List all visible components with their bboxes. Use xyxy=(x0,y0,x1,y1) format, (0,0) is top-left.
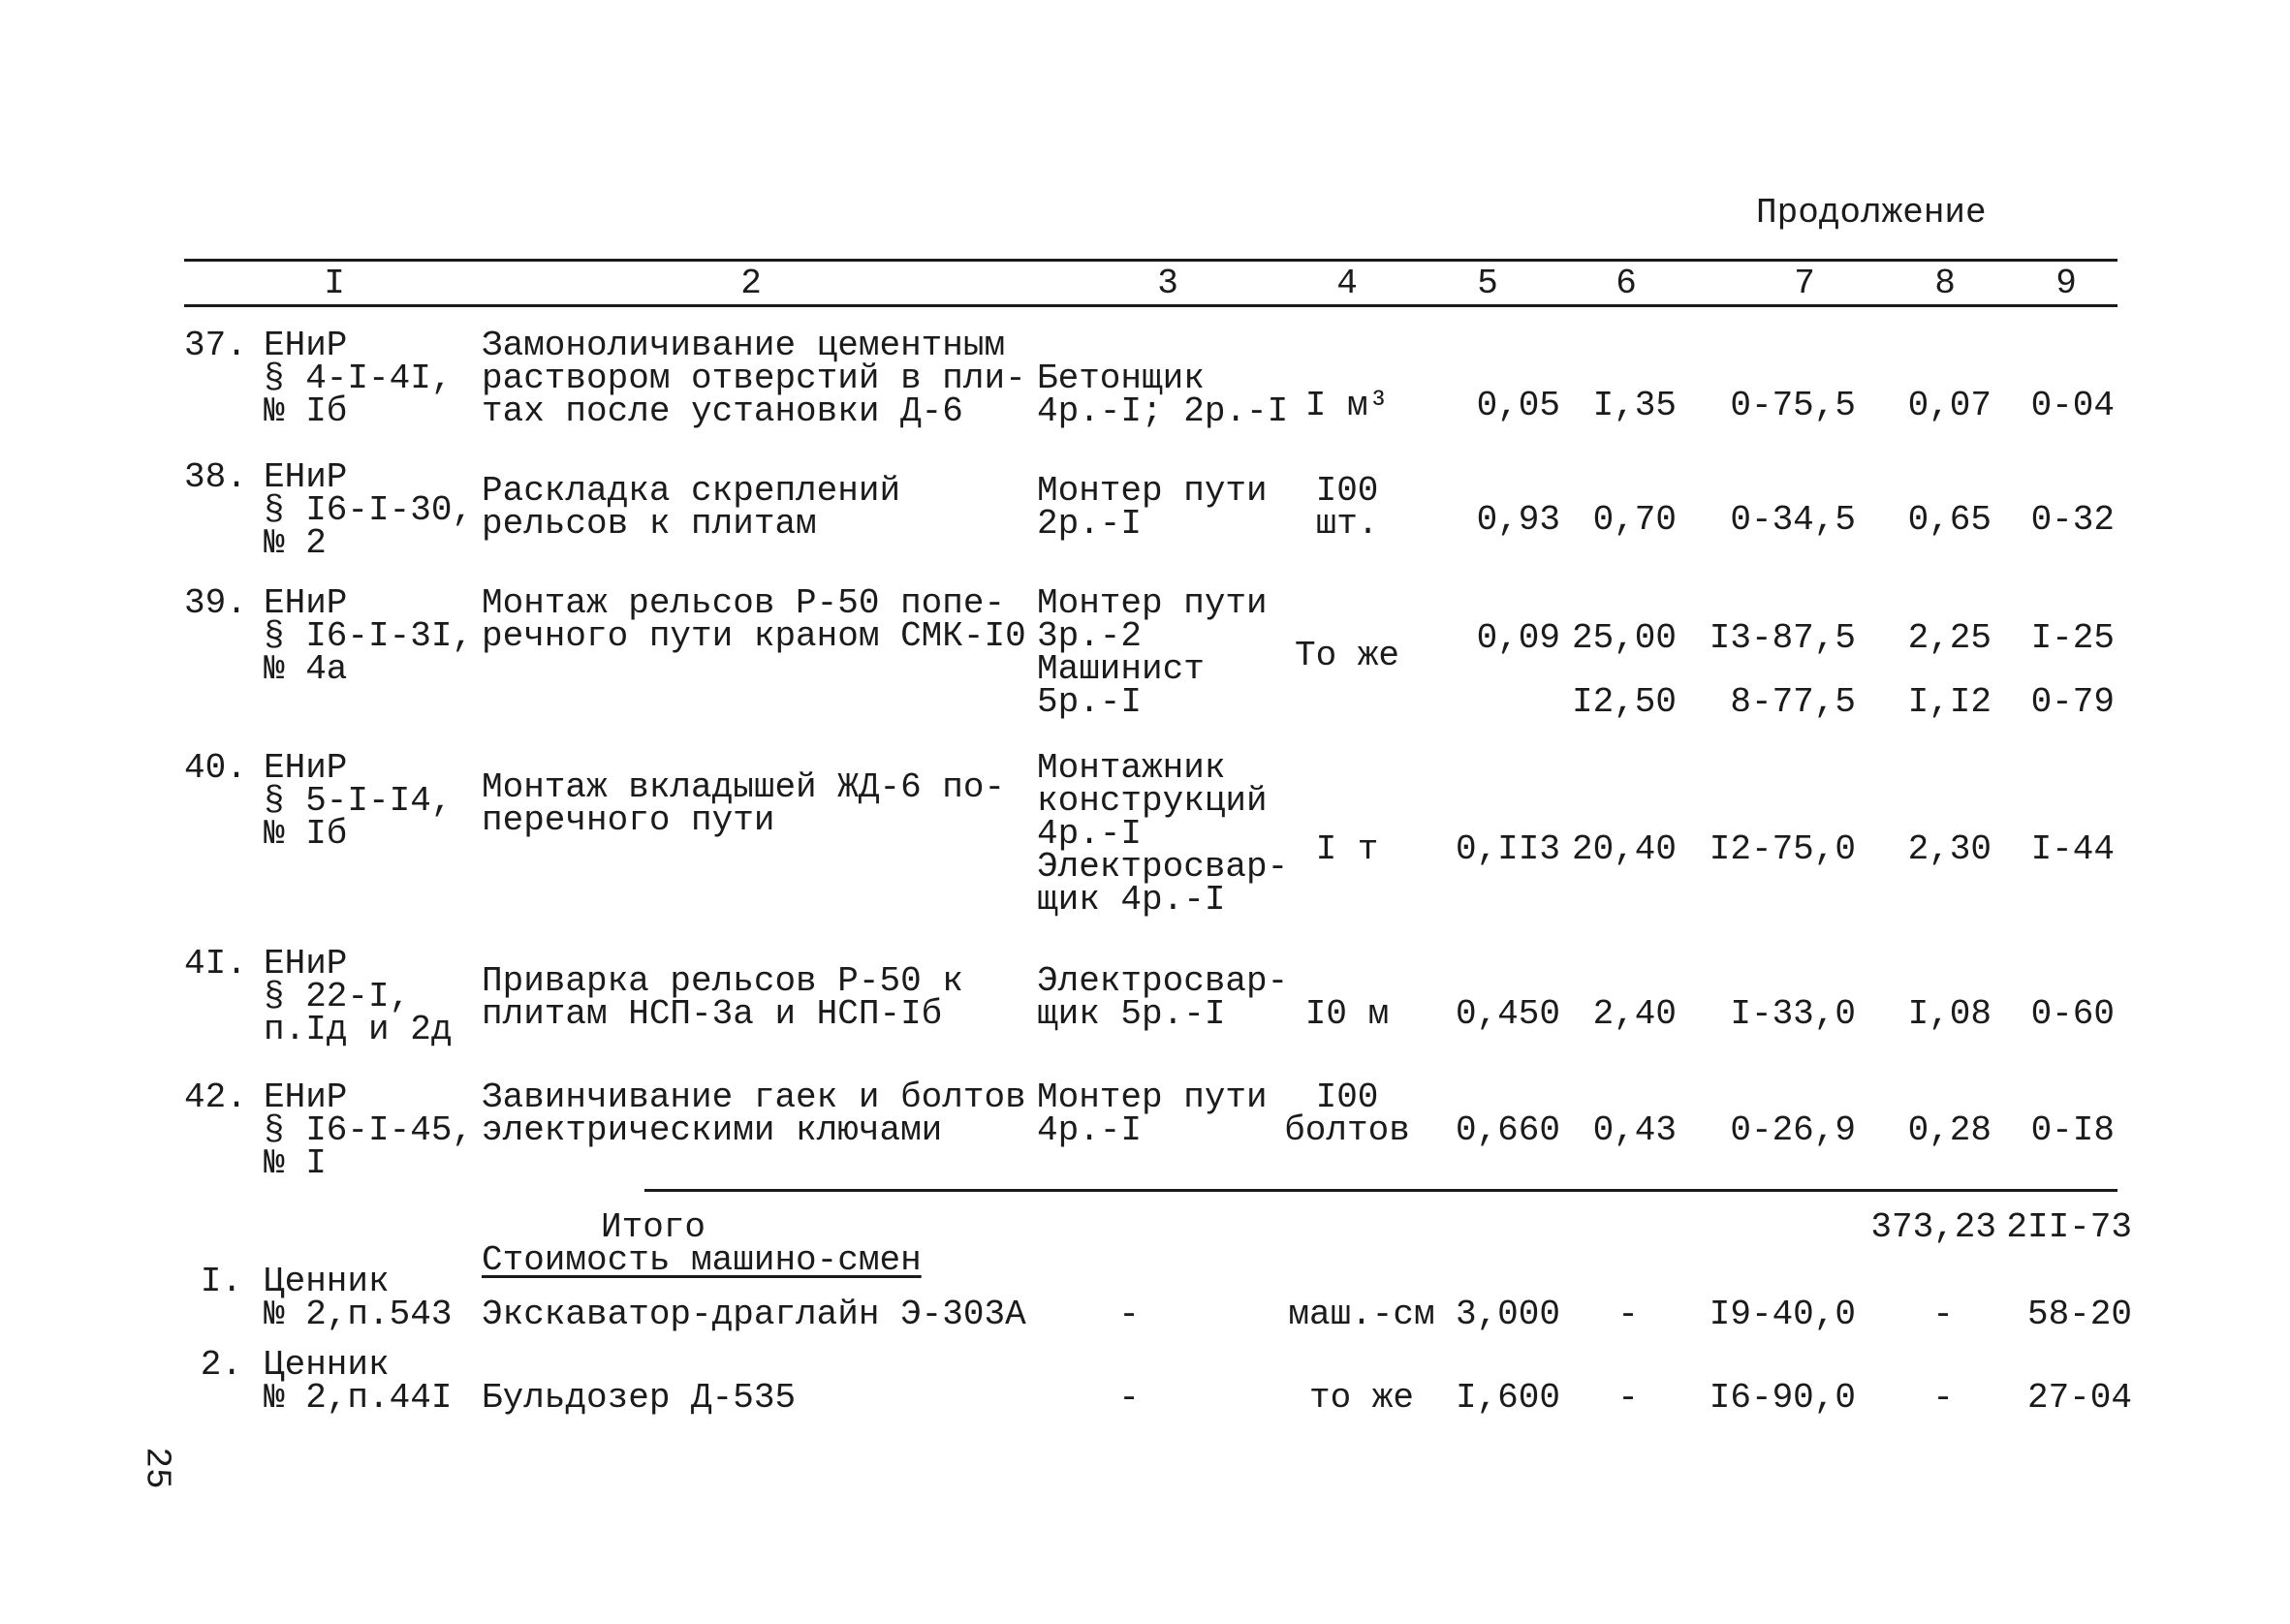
cell-col-8: 0,65 xyxy=(1907,500,1992,540)
work-description: Замоноличивание цементным раствором отверстий в пли- тах после установки Д-6 xyxy=(482,326,1026,431)
cell-col-5: 0,450 xyxy=(1455,994,1560,1034)
row-number: 42. xyxy=(184,1077,247,1117)
column-header-5: 5 xyxy=(1477,264,1498,303)
unit-of-measure: то же xyxy=(1308,1378,1415,1418)
norm-reference: ЕНиР § I6-I-30, № 2 xyxy=(264,457,474,563)
cell-col-6: - xyxy=(1617,1378,1639,1418)
unit-of-measure: I т xyxy=(1315,829,1379,869)
continuation-label: Продолжение xyxy=(1756,193,1987,233)
column-header-1: I xyxy=(324,264,345,303)
row-number: 2. xyxy=(200,1345,242,1385)
cell-col-9-second: 0-79 xyxy=(2030,682,2115,722)
worker-category: Монтажник конструкций 4р.-I Электросвар- щик 4р.-I xyxy=(1037,748,1289,920)
cell-col-7-second: 8-77,5 xyxy=(1730,682,1856,722)
cell-col-9: 0-32 xyxy=(2030,500,2115,540)
cell-col-9: I-44 xyxy=(2030,829,2115,869)
cell-col-9: 58-20 xyxy=(2026,1295,2132,1334)
cell-col-6: 25,00 xyxy=(1571,618,1677,658)
cell-col-5: 0,II3 xyxy=(1455,829,1560,869)
work-description: Монтаж рельсов Р-50 попе- речного пути краном СМК-I0 xyxy=(482,583,1026,656)
cell-col-7: I6-90,0 xyxy=(1709,1378,1856,1418)
worker-category: Монтер пути 4р.-I xyxy=(1037,1077,1268,1150)
worker-category: Монтер пути 2р.-I xyxy=(1037,471,1268,544)
column-header-6: 6 xyxy=(1616,264,1637,303)
cell-col-7: 0-26,9 xyxy=(1730,1110,1856,1150)
cell-col-8: - xyxy=(1932,1295,1954,1334)
header-bottom-rule xyxy=(184,304,2117,307)
norm-reference: ЕНиР § I6-I-3I, № 4а xyxy=(264,583,474,689)
cell-col-6: 20,40 xyxy=(1571,829,1677,869)
worker-category: Бетонщик 4р.-I; 2р.-I xyxy=(1037,359,1289,431)
norm-reference: ЕНиР § 22-I, п.Iд и 2д xyxy=(264,944,453,1049)
row-number: 40. xyxy=(184,748,247,788)
cell-col-9: 0-I8 xyxy=(2030,1110,2115,1150)
norm-reference: ЕНиР § 5-I-I4, № Iб xyxy=(264,748,453,854)
machine-name: Экскаватор-драглайн Э-303А xyxy=(482,1295,1026,1334)
cell-col-6: I,35 xyxy=(1592,386,1677,425)
worker-category: Электросвар- щик 5р.-I xyxy=(1037,961,1289,1034)
column-header-8: 8 xyxy=(1934,264,1956,303)
row-number: 4I. xyxy=(184,944,247,984)
cell-col-7: I-33,0 xyxy=(1730,994,1856,1034)
worker-category: Монтер пути 3р.-2 Машинист 5р.-I xyxy=(1037,583,1268,722)
cell-col-5: 0,660 xyxy=(1455,1110,1560,1150)
cell-col-5: 0,05 xyxy=(1476,386,1560,425)
unit-of-measure: маш.-см xyxy=(1288,1295,1435,1334)
cell-col-8: 0,28 xyxy=(1907,1110,1992,1150)
cell-col-6-second: I2,50 xyxy=(1571,682,1677,722)
cell-col-9: 0-60 xyxy=(2030,994,2115,1034)
unit-of-measure: То же xyxy=(1294,636,1400,675)
unit-of-measure: I0 м xyxy=(1304,994,1390,1034)
page-number: 25 xyxy=(137,1447,177,1489)
cell-col-8: 2,30 xyxy=(1907,829,1992,869)
cell-col-7: 0-75,5 xyxy=(1730,386,1856,425)
cell-col-7: I9-40,0 xyxy=(1709,1295,1856,1334)
cell-col-8: 2,25 xyxy=(1907,618,1992,658)
totals-col-9: 2II-73 xyxy=(2006,1207,2132,1247)
cell-col-7: I2-75,0 xyxy=(1709,829,1856,869)
worker-category: - xyxy=(1118,1378,1140,1418)
cell-col-5: I,600 xyxy=(1455,1378,1560,1418)
work-description: Приварка рельсов Р-50 к плитам НСП-3а и НСП-Iб xyxy=(482,961,963,1034)
column-header-2: 2 xyxy=(740,264,762,303)
work-description: Монтаж вкладышей ЖД-6 по- перечного пути xyxy=(482,767,1006,840)
cell-col-8-second: I,I2 xyxy=(1907,682,1992,722)
unit-of-measure: I м³ xyxy=(1304,386,1390,425)
work-description: Раскладка скреплений рельсов к плитам xyxy=(482,471,901,544)
cell-col-8: I,08 xyxy=(1907,994,1992,1034)
row-number: 38. xyxy=(184,457,247,497)
totals-label: Итого xyxy=(601,1207,706,1247)
totals-rule xyxy=(644,1189,2117,1192)
row-number: I. xyxy=(200,1262,242,1301)
machine-name: Бульдозер Д-535 xyxy=(482,1378,797,1418)
work-description: Завинчивание гаек и болтов электрическими ключами xyxy=(482,1077,1026,1150)
cell-col-9: 27-04 xyxy=(2026,1378,2132,1418)
price-reference: Ценник № 2,п.543 xyxy=(264,1262,453,1334)
cell-col-6: - xyxy=(1617,1295,1639,1334)
price-reference: Ценник № 2,п.44I xyxy=(264,1345,453,1418)
cell-col-5: 0,93 xyxy=(1476,500,1560,540)
cell-col-6: 0,70 xyxy=(1592,500,1677,540)
cell-col-9: I-25 xyxy=(2030,618,2115,658)
norm-reference: ЕНиР § I6-I-45, № I xyxy=(264,1077,474,1183)
cell-col-9: 0-04 xyxy=(2030,386,2115,425)
unit-of-measure: I00 болтов xyxy=(1284,1077,1410,1150)
norm-reference: ЕНиР § 4-I-4I, № Iб xyxy=(264,326,453,431)
column-header-7: 7 xyxy=(1794,264,1815,303)
cell-col-5: 3,000 xyxy=(1455,1295,1560,1334)
row-number: 39. xyxy=(184,583,247,623)
machine-section-title: Стоимость машино-смен xyxy=(482,1240,922,1280)
cell-col-5: 0,09 xyxy=(1476,618,1560,658)
totals-col-8: 373,23 xyxy=(1870,1207,1996,1247)
cell-col-7: I3-87,5 xyxy=(1709,618,1856,658)
column-header-3: 3 xyxy=(1157,264,1178,303)
cell-col-8: - xyxy=(1932,1378,1954,1418)
column-header-4: 4 xyxy=(1336,264,1358,303)
cell-col-7: 0-34,5 xyxy=(1730,500,1856,540)
cell-col-8: 0,07 xyxy=(1907,386,1992,425)
column-header-9: 9 xyxy=(2055,264,2077,303)
worker-category: - xyxy=(1118,1295,1140,1334)
unit-of-measure: I00 шт. xyxy=(1315,471,1379,544)
header-top-rule xyxy=(184,259,2117,262)
cell-col-6: 0,43 xyxy=(1592,1110,1677,1150)
row-number: 37. xyxy=(184,326,247,365)
cell-col-6: 2,40 xyxy=(1592,994,1677,1034)
